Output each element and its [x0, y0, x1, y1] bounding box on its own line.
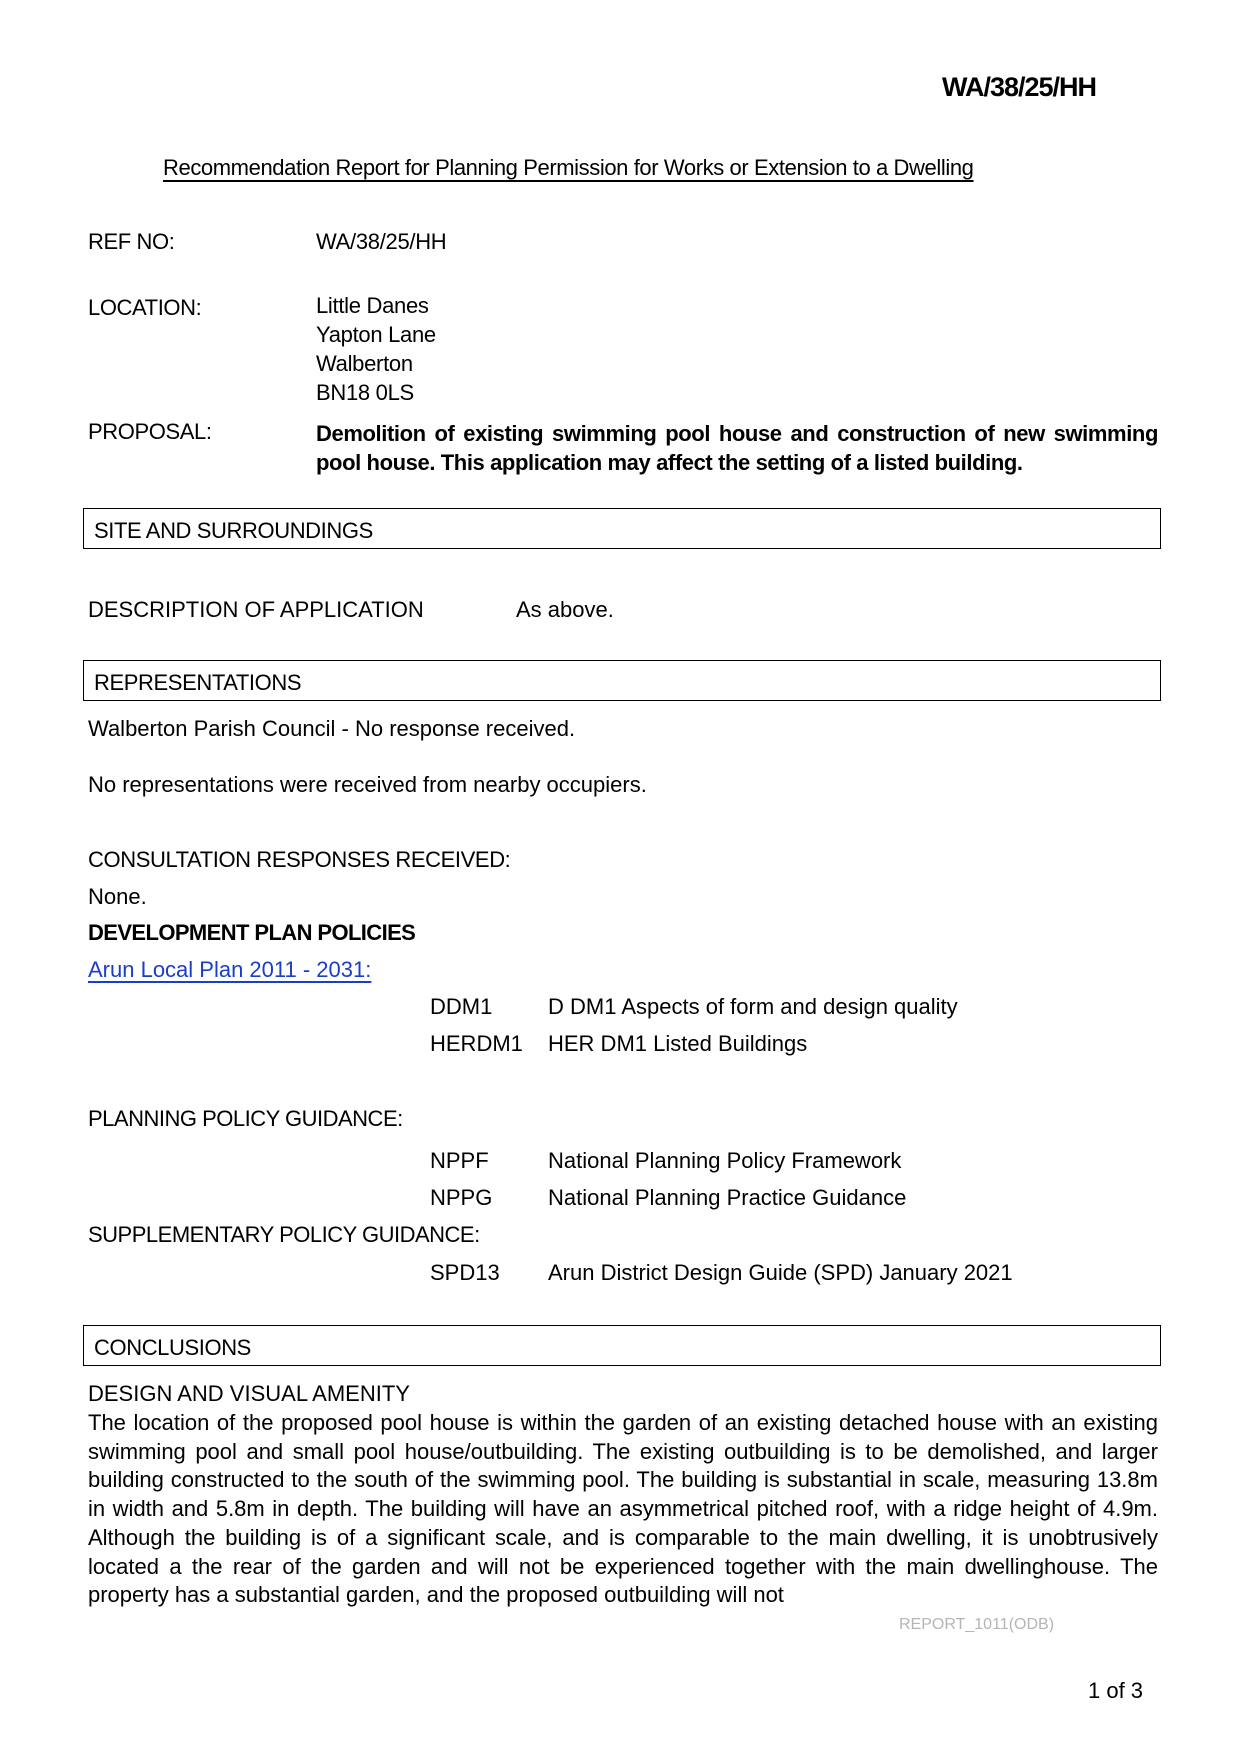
- policy-description: HER DM1 Listed Buildings: [548, 1031, 808, 1056]
- arun-local-plan-link[interactable]: Arun Local Plan 2011 - 2031:: [88, 957, 372, 982]
- policy-code: SPD13: [430, 1260, 500, 1285]
- location-line: BN18 0LS: [316, 380, 414, 405]
- description-value: As above.: [516, 597, 614, 622]
- description-label: DESCRIPTION OF APPLICATION: [88, 597, 424, 622]
- policy-description: D DM1 Aspects of form and design quality: [548, 994, 958, 1019]
- policy-description: National Planning Policy Framework: [548, 1148, 902, 1173]
- policy-code: DDM1: [430, 994, 493, 1019]
- conclusions-heading-box: [83, 1325, 1161, 1366]
- development-plan-heading: DEVELOPMENT PLAN POLICIES: [88, 920, 416, 945]
- location-line: Walberton: [316, 351, 413, 376]
- location-label: LOCATION:: [88, 295, 202, 320]
- consultation-text: None.: [88, 884, 147, 909]
- policy-code: NPPG: [430, 1185, 493, 1210]
- section-heading: SITE AND SURROUNDINGS: [94, 518, 373, 543]
- policy-description: Arun District Design Guide (SPD) January 2021: [548, 1260, 1013, 1285]
- supplementary-guidance-heading: SUPPLEMENTARY POLICY GUIDANCE:: [88, 1222, 480, 1247]
- policy-description: National Planning Practice Guidance: [548, 1185, 907, 1210]
- representation-line: No representations were received from nearby occupiers.: [88, 772, 647, 797]
- representation-line: Walberton Parish Council - No response received.: [88, 716, 576, 741]
- section-heading: CONCLUSIONS: [94, 1335, 251, 1360]
- policy-code: HERDM1: [430, 1031, 523, 1056]
- site-and-surroundings-heading-box: [83, 508, 1161, 549]
- page-number: 1 of 3: [1088, 1678, 1144, 1703]
- proposal-label: PROPOSAL:: [88, 419, 212, 444]
- report-title: Recommendation Report for Planning Permission for Works or Extension to a Dwelling: [163, 155, 974, 180]
- location-address: [316, 291, 436, 407]
- conclusions-subheading: DESIGN AND VISUAL AMENITY: [88, 1381, 410, 1406]
- location-line: Yapton Lane: [316, 322, 436, 347]
- header-reference: WA/38/25/HH: [942, 72, 1097, 102]
- ref-label: REF NO:: [88, 229, 175, 254]
- proposal-text: Demolition of existing swimming pool house and construction of new swimming pool house. This application may affect the setting of a listed building.: [316, 421, 1158, 475]
- ref-value: WA/38/25/HH: [316, 229, 447, 254]
- section-heading: REPRESENTATIONS: [94, 670, 302, 695]
- planning-policy-guidance-heading: PLANNING POLICY GUIDANCE:: [88, 1106, 403, 1131]
- report-footer-id: REPORT_1011(ODB): [899, 1616, 1055, 1633]
- policy-code: NPPF: [430, 1148, 489, 1173]
- location-line: Little Danes: [316, 293, 429, 318]
- representations-heading-box: [83, 660, 1161, 701]
- conclusions-paragraph: The location of the proposed pool house is within the garden of an existing detached house with an existing swimming pool and small pool house/outbuilding. The existing outbuilding is to be demolished, and larger building constructed to the south of the swimming pool. The building is substantial in scale, measuring 13.8m in width and 5.8m in depth. The building will have an asymmetrical pitched roof, with a ridge height of 4.9m. Although the building is of a significant scale, and is comparable to the main dwelling, it is unobtrusively located a the rear of the garden and will not be experienced together with the main dwellinghouse. The property has a substantial garden, and the proposed outbuilding will not: [88, 1410, 1158, 1608]
- consultation-heading: CONSULTATION RESPONSES RECEIVED:: [88, 847, 511, 872]
